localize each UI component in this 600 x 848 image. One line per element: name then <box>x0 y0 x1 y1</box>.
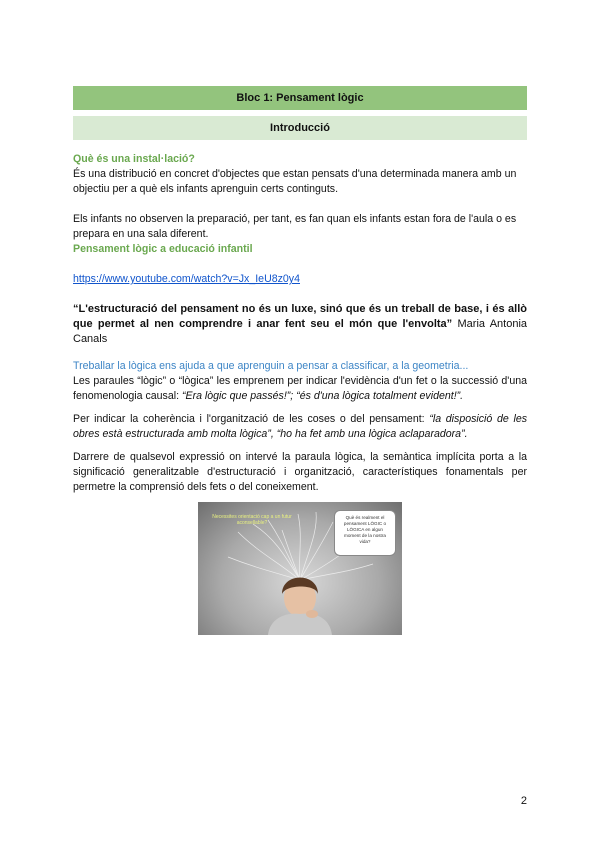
section-subtitle: Introducció <box>270 122 330 134</box>
spacer <box>73 197 527 212</box>
paragraph-installation-2: Els infants no observen la preparació, per tant, es fan quan els infants estan fora de l'aula o es prepara en una sala diferent. <box>73 213 517 240</box>
thinking-woman-image <box>198 502 402 635</box>
spacer <box>73 404 527 412</box>
quote-author: Maria Antonia Canals <box>73 318 528 345</box>
section-title: Bloc 1: Pensament lògic <box>236 92 364 104</box>
spacer <box>73 442 527 450</box>
heading-installation: Què és una instal·lació? <box>73 153 195 165</box>
quote-text: “L'estructuració del pensament no és un luxe, sinó que és un treball de base, i és allò que permet al nen comprendre i anar fent seu el món que l'envolta” <box>73 303 527 330</box>
image-thought-bubble <box>334 510 396 556</box>
paragraph-logic-2-example: “la disposició de les obres està estructurada amb molta lògica”, “ho ha fet amb una lògica aclaparadora”. <box>73 413 528 440</box>
spacer <box>73 287 527 302</box>
paragraph-installation-1: És una distribució en concret d'objectes que estan pensats d'una determinada manera amb un objectiu per a què els infants aprenguin certs continguts. <box>73 168 517 195</box>
page-number: 2 <box>520 795 527 807</box>
youtube-link[interactable]: https://www.youtube.com/watch?v=Jx_IeU8z0y4 <box>73 273 300 285</box>
heading-logic-benefits: Treballar la lògica ens ajuda a que aprenguin a pensar a classificar, a la geometria... <box>73 360 469 372</box>
section-title-band <box>73 86 527 110</box>
spacer <box>73 347 527 359</box>
paragraph-logic-1 <box>73 374 527 404</box>
section-subtitle-band <box>73 116 527 140</box>
image-caption-left: Necessites orientació cap a un futur aconsellable? <box>212 514 292 526</box>
paragraph-logic-1-example: “Era lògic que passés!”; “és d'una lògica totalment evident!”. <box>181 390 464 402</box>
heading-logical-thinking: Pensament lògic a educació infantil <box>73 243 253 255</box>
paragraph-logic-3: Darrere de qualsevol expressió on intervé la paraula lògica, la semàntica implícita porta a la significació generalitzable d'estructuració i organització, característiques fonamentals per permetre la comprensió dels fets o del coneixement. <box>73 451 527 493</box>
canals-quote <box>73 302 527 347</box>
image-bubble-text: Què és realment el pensament LÒGIC o LÒGICA en algun moment de la nostra vida? <box>343 515 387 544</box>
paragraph-logic-2 <box>73 412 527 442</box>
spacer <box>73 257 527 272</box>
paragraph-logic-1-text: Les paraules “lògic” o “lògica” les emprenem per indicar l'evidència d'un fet o la successió d'una fenomenologia causal: <box>73 375 527 402</box>
paragraph-logic-2-text: Per indicar la coherència i l'organització de les coses o del pensament: <box>73 413 430 425</box>
main-content <box>73 152 527 495</box>
